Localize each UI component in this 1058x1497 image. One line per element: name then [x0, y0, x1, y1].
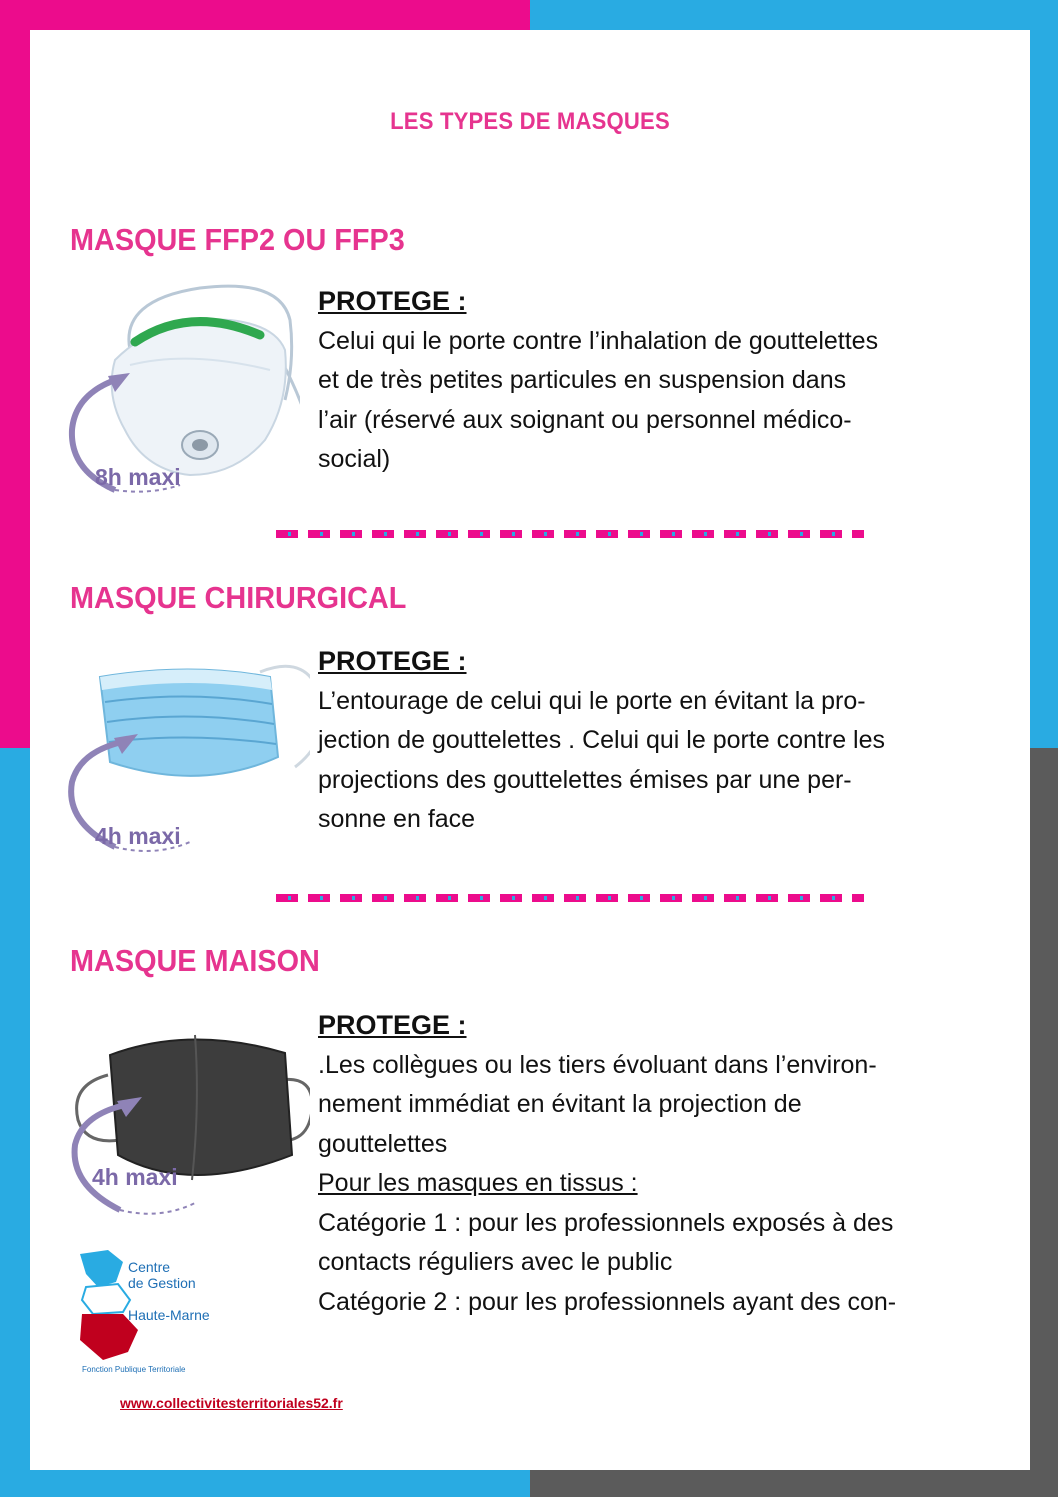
section-text-surgical	[318, 642, 1008, 840]
ffp2-mask-image	[60, 280, 300, 500]
logo-line3: Haute-Marne	[128, 1307, 210, 1323]
ffp2-mask-icon	[60, 280, 300, 495]
text-line: L’entourage de celui qui le porte en évitant la pro-	[318, 686, 866, 715]
cloth-mask-subheading: Pour les masques en tissus :	[318, 1169, 638, 1197]
text-line: gouttelettes	[318, 1129, 448, 1158]
duration-label: 4h maxi	[95, 823, 181, 849]
text-line: l’air (réservé aux soignant ou personnel médico-	[318, 405, 852, 434]
text-line: jection de gouttelettes . Celui qui le porte contre les	[318, 726, 886, 754]
logo-line1: Centre	[128, 1259, 171, 1275]
text-line: social)	[318, 445, 391, 473]
text-line: projections des gouttelettes émises par une per-	[318, 765, 852, 794]
text-line: Celui qui le porte contre l’inhalation de gouttelettes	[318, 326, 879, 355]
section-text-homemade	[318, 1006, 1008, 1322]
text-line: nement immédiat en évitant la projection de	[318, 1090, 802, 1118]
protege-heading: PROTEGE :	[318, 286, 467, 316]
website-link[interactable]: www.collectivitesterritoriales52.fr	[120, 1395, 343, 1411]
text-line: sonne en face	[318, 805, 476, 833]
section-title-surgical: MASQUE CHIRURGICAL	[70, 580, 407, 615]
page-title: LES TYPES DE MASQUES	[390, 108, 670, 135]
cloth-mask-image	[60, 1005, 310, 1230]
logo-line2: de Gestion	[128, 1275, 196, 1291]
haute-marne-map-icon	[68, 1242, 246, 1377]
surgical-mask-icon	[60, 642, 310, 860]
duration-label: 8h maxi	[95, 464, 181, 490]
protege-heading: PROTEGE :	[318, 1010, 467, 1040]
text-line: Catégorie 2 : pour les professionnels ayant des con-	[318, 1287, 897, 1316]
logo-tagline: Fonction Publique Territoriale	[82, 1365, 186, 1374]
text-line: contacts réguliers avec le public	[318, 1248, 673, 1276]
dashed-separator	[276, 528, 866, 540]
document-page	[30, 30, 1030, 1470]
duration-label: 4h maxi	[92, 1164, 178, 1190]
section-title-homemade: MASQUE MAISON	[70, 943, 320, 978]
surgical-mask-image	[60, 642, 310, 865]
cloth-mask-icon	[60, 1005, 310, 1225]
section-title-ffp2: MASQUE FFP2 OU FFP3	[70, 222, 405, 257]
centre-de-gestion-logo	[68, 1242, 246, 1377]
text-line: et de très petites particules en suspension dans	[318, 366, 847, 394]
text-line: Catégorie 1 : pour les professionnels exposés à des	[318, 1208, 894, 1237]
section-text-ffp2	[318, 282, 1008, 480]
text-line: .Les collègues ou les tiers évoluant dans l’environ-	[318, 1050, 877, 1079]
dashed-separator	[276, 892, 866, 904]
protege-heading: PROTEGE :	[318, 646, 467, 676]
